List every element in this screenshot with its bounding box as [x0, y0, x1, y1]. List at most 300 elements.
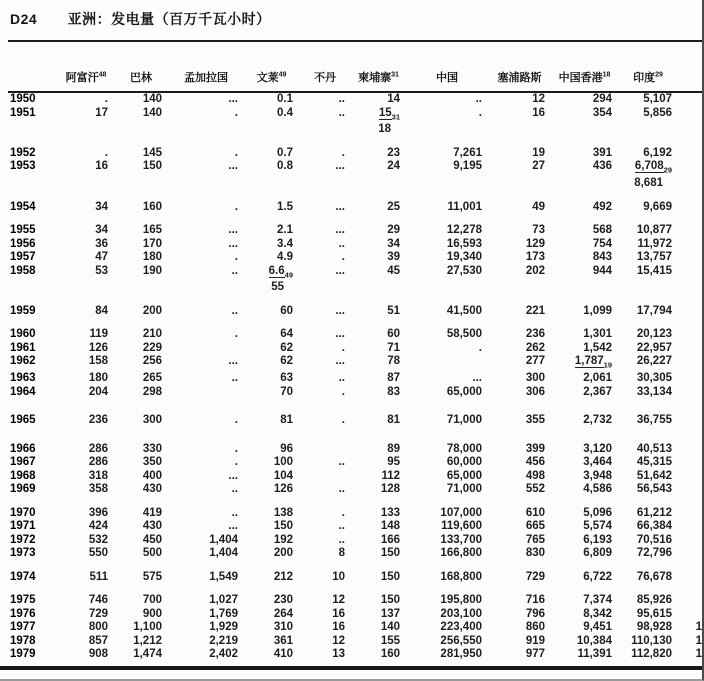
data-cell: ..	[338, 456, 345, 469]
data-cell: 500	[142, 547, 162, 560]
table-row	[8, 428, 704, 457]
data-cell: 150	[380, 547, 400, 560]
data-cell: 6,193	[583, 533, 612, 546]
data-cell	[678, 372, 704, 386]
data-cell: 19	[532, 146, 545, 159]
data-cell: 112	[381, 469, 400, 482]
data-cell: 138	[273, 506, 293, 519]
column-header-9: 中国香港$^{18}$	[551, 42, 618, 92]
data-cell: 200	[142, 304, 162, 317]
year-cell: 1959	[10, 304, 36, 317]
data-cell: 665	[525, 520, 545, 533]
data-cell: .	[104, 146, 108, 159]
data-cell	[406, 355, 488, 372]
data-cell: 51	[387, 304, 400, 317]
data-cell: 104	[273, 469, 293, 482]
data-cell: 400	[142, 469, 162, 482]
data-cell: 128	[380, 483, 400, 496]
cell-alternate-value: 8,681	[634, 177, 663, 190]
data-cell	[678, 238, 704, 252]
data-cell	[678, 608, 704, 622]
data-cell: 60	[280, 304, 293, 317]
table-row	[8, 399, 704, 428]
data-cell	[678, 456, 704, 470]
footnote-subscript: 31	[391, 111, 400, 121]
data-cell: 78	[387, 355, 400, 368]
data-cell: 140	[142, 106, 162, 119]
data-cell: 63	[280, 372, 293, 385]
year-cell: 1973	[10, 547, 36, 560]
data-cell: 16	[532, 106, 545, 119]
data-cell: 286	[88, 456, 108, 469]
data-cell: 843	[592, 251, 612, 264]
data-cell: 95	[387, 456, 400, 469]
data-cell: 212	[273, 570, 293, 583]
data-cell: 860	[525, 621, 545, 634]
footnote-superscript: 18	[602, 71, 611, 79]
data-cell: 12,278	[446, 224, 482, 237]
data-cell: ..	[338, 106, 345, 119]
data-cell	[678, 520, 704, 534]
data-cell: 58,500	[446, 328, 482, 341]
data-cell: 5,856	[643, 106, 672, 119]
data-cell: 16	[332, 607, 345, 620]
year-cell: 1954	[10, 200, 36, 213]
data-cell: 11,391	[577, 648, 612, 661]
data-cell: ..	[231, 264, 238, 277]
data-cell	[678, 342, 704, 356]
data-cell: 9,451	[583, 621, 612, 634]
year-cell: 1961	[10, 341, 36, 354]
data-cell: 4.9	[277, 251, 293, 264]
data-cell: 264	[273, 607, 293, 620]
data-cell: 1.5	[277, 200, 293, 213]
data-cell: ...	[228, 237, 238, 250]
year-cell: 1969	[10, 483, 36, 496]
data-cell: 2,402	[209, 648, 238, 661]
data-cell: .	[341, 341, 345, 354]
table-row	[8, 214, 704, 238]
data-cell: 2,367	[583, 385, 612, 398]
data-cell: 350	[142, 456, 162, 469]
table-header-row	[8, 42, 704, 92]
data-cell: .	[234, 200, 238, 213]
data-cell: ...	[228, 224, 238, 237]
data-cell: .	[234, 146, 238, 159]
table-row	[8, 92, 704, 107]
data-cell	[551, 355, 618, 372]
data-cell: ..	[475, 93, 482, 105]
year-cell: 1955	[10, 224, 36, 237]
data-cell: .	[234, 414, 238, 427]
column-header-7: 中国	[406, 42, 488, 92]
year-cell: 1956	[10, 237, 36, 250]
data-cell: .	[341, 385, 345, 398]
data-cell: 133,700	[440, 533, 482, 546]
data-cell: 0.4	[277, 106, 293, 119]
table-row	[8, 342, 704, 356]
table-row	[8, 608, 704, 622]
data-cell: .	[478, 341, 482, 354]
data-cell: 286	[88, 442, 108, 455]
data-cell: 919	[525, 634, 545, 647]
data-cell: 436	[592, 160, 612, 173]
data-cell: 908	[88, 648, 108, 661]
data-cell: ..	[338, 533, 345, 546]
data-cell: 89	[387, 442, 400, 455]
data-cell: 29	[387, 224, 400, 237]
data-cell: 221	[525, 304, 545, 317]
data-cell: 796	[525, 607, 545, 620]
year-cell: 1976	[10, 607, 36, 620]
cell-main-value: 15	[378, 106, 392, 119]
data-cell: 1,301	[583, 328, 612, 341]
data-cell: 277	[525, 355, 545, 368]
cell-alternate-value: 55	[271, 281, 284, 294]
year-cell: 1965	[10, 414, 36, 427]
data-cell: 498	[525, 469, 545, 482]
data-cell: 98,928	[636, 621, 672, 634]
data-cell	[678, 497, 704, 521]
data-cell: 1	[695, 634, 702, 647]
data-cell: 419	[142, 506, 162, 519]
footnote-superscript: 31	[391, 71, 399, 79]
data-cell: 9,195	[453, 160, 482, 173]
data-cell: 62	[280, 341, 293, 354]
data-cell: 532	[88, 533, 108, 546]
table-row	[8, 386, 704, 400]
data-cell: 7,261	[453, 146, 482, 159]
data-cell: 49	[532, 200, 545, 213]
data-cell: 0.8	[277, 160, 293, 173]
data-cell: 552	[525, 483, 545, 496]
data-cell: 62	[280, 355, 293, 368]
data-cell: 236	[525, 328, 545, 341]
column-header-8: 塞浦路斯	[488, 42, 551, 92]
data-cell: 39	[387, 251, 400, 264]
footnote-subscript: 29	[663, 165, 672, 175]
data-cell: 34	[95, 200, 108, 213]
data-cell: 16	[332, 621, 345, 634]
data-cell: 140	[380, 621, 400, 634]
data-cell: 65,000	[446, 469, 482, 482]
data-cell: 85,926	[636, 594, 672, 607]
data-cell: .	[234, 442, 238, 455]
data-cell: 71,000	[446, 414, 482, 427]
data-cell: 33,134	[636, 385, 672, 398]
data-cell: 229	[142, 341, 162, 354]
data-cell: ..	[231, 506, 238, 519]
data-cell: 36	[95, 237, 108, 250]
data-cell: 746	[88, 594, 108, 607]
data-cell: 195,800	[440, 594, 482, 607]
column-header-6: 柬埔寨$^{31}$	[351, 42, 406, 92]
data-cell: 72,796	[636, 547, 672, 560]
data-cell: 84	[95, 304, 108, 317]
data-cell: 14	[387, 93, 400, 105]
data-cell: 281,950	[440, 648, 482, 661]
data-cell: 17,794	[636, 304, 672, 317]
data-cell: 160	[380, 648, 400, 661]
data-cell	[678, 355, 704, 372]
column-header-2: 巴林	[114, 42, 168, 92]
data-cell: 450	[142, 533, 162, 546]
data-cell: 5,096	[583, 506, 612, 519]
column-header-3: 孟加拉国	[168, 42, 244, 92]
data-cell: 119,600	[441, 520, 482, 533]
data-cell: 27	[532, 160, 545, 173]
data-cell: 150	[142, 160, 162, 173]
year-cell: 1950	[10, 93, 36, 105]
footnote-superscript: 29	[655, 71, 663, 79]
data-cell: 0.1	[277, 93, 293, 105]
footnote-superscript: 48	[98, 71, 107, 79]
data-cell: 137	[380, 607, 400, 620]
data-cell: 265	[142, 372, 162, 385]
data-cell: 1,404	[209, 547, 238, 560]
data-cell: 1,212	[133, 634, 162, 647]
data-cell: ...	[335, 200, 345, 213]
data-cell: 53	[95, 264, 108, 277]
data-cell: 100	[273, 456, 293, 469]
data-cell: 358	[88, 483, 108, 496]
table-row	[8, 584, 704, 608]
table-row	[8, 456, 704, 470]
page-title	[0, 0, 702, 29]
data-cell: 4,586	[583, 483, 612, 496]
table-row	[8, 635, 704, 649]
data-cell: ...	[228, 520, 238, 533]
data-cell	[168, 386, 244, 400]
data-cell	[299, 428, 351, 457]
data-cell: 9,669	[643, 200, 672, 213]
data-cell: 977	[525, 648, 545, 661]
data-cell: ..	[338, 483, 345, 496]
data-cell	[168, 342, 244, 356]
data-table	[8, 42, 704, 662]
data-cell: 550	[88, 547, 108, 560]
data-cell: 511	[89, 570, 108, 583]
data-cell: 112,820	[631, 648, 672, 661]
data-cell: 83	[387, 385, 400, 398]
year-cell: 1957	[10, 251, 36, 264]
data-cell: 3.4	[277, 237, 293, 250]
data-cell: 192	[273, 533, 293, 546]
data-cell: 830	[525, 547, 545, 560]
table-title: 亚洲：发电量（百万千瓦小时）	[67, 11, 271, 27]
data-cell: ..	[338, 93, 345, 105]
data-cell: 410	[273, 648, 293, 661]
year-cell: 1970	[10, 506, 36, 519]
data-cell: 180	[88, 372, 108, 385]
year-cell: 1960	[10, 328, 36, 341]
year-cell: 1979	[10, 648, 36, 661]
cell-alternate-value: 18	[378, 123, 391, 136]
footnote-superscript: 49	[278, 71, 287, 79]
column-header-1: 阿富汗$^{48}$	[58, 42, 114, 92]
data-cell	[678, 92, 704, 107]
data-cell: 81	[280, 414, 293, 427]
data-cell: 81	[387, 414, 400, 427]
table-row	[8, 355, 704, 372]
data-cell: 25	[387, 200, 400, 213]
year-cell: 1958	[10, 264, 36, 277]
data-cell	[678, 470, 704, 484]
cell-main-value: 6.6	[268, 264, 285, 277]
data-cell: 568	[592, 224, 612, 237]
data-cell: 148	[380, 520, 400, 533]
data-cell: 1,929	[209, 621, 238, 634]
data-cell: 354	[592, 106, 612, 119]
data-cell: 61,212	[636, 506, 672, 519]
data-cell: 456	[525, 456, 545, 469]
data-cell: 5,574	[583, 520, 612, 533]
data-cell: 800	[88, 621, 108, 634]
data-cell: 396	[88, 506, 108, 519]
data-cell: 168,800	[440, 570, 482, 583]
data-cell: 202	[525, 264, 545, 277]
data-cell: 391	[592, 146, 612, 159]
year-cell: 1964	[10, 385, 36, 398]
data-cell: 2,061	[583, 372, 612, 385]
year-cell: 1977	[10, 621, 36, 634]
data-cell: 23	[387, 146, 400, 159]
data-cell: 150	[380, 594, 400, 607]
data-cell: 11,001	[447, 200, 482, 213]
data-cell: 56,543	[636, 483, 672, 496]
data-cell: 857	[88, 634, 108, 647]
data-cell: 430	[142, 520, 162, 533]
data-cell: .	[341, 146, 345, 159]
data-cell: ..	[338, 520, 345, 533]
data-cell: ...	[335, 160, 345, 173]
data-cell: 133	[380, 506, 400, 519]
data-cell: 15,415	[636, 264, 672, 277]
data-cell: 180	[142, 251, 162, 264]
year-cell: 1962	[10, 355, 36, 368]
data-cell: 166,800	[440, 547, 482, 560]
data-cell: 300	[525, 372, 545, 385]
data-cell: 944	[592, 264, 612, 277]
data-cell: 1,100	[133, 621, 162, 634]
year-cell: 1951	[10, 106, 36, 119]
data-cell: 1	[695, 648, 702, 661]
data-cell: 41,500	[446, 304, 482, 317]
table-row	[8, 470, 704, 484]
data-cell: 6,722	[583, 570, 612, 583]
data-cell: 1,769	[209, 607, 238, 620]
data-cell: 30,305	[636, 372, 672, 385]
data-cell: 256	[142, 355, 162, 368]
data-cell: 71	[387, 341, 400, 354]
data-cell: 6,192	[643, 146, 672, 159]
data-cell: .	[234, 251, 238, 264]
data-cell	[678, 547, 704, 561]
data-cell: 2,732	[583, 414, 612, 427]
year-cell: 1963	[10, 372, 36, 385]
data-cell: 1	[695, 621, 702, 634]
table-row	[8, 648, 704, 662]
footnote-subscript: 19	[603, 360, 612, 370]
data-cell: 10,384	[576, 634, 612, 647]
data-cell: 166	[380, 533, 400, 546]
data-cell: .	[478, 106, 482, 119]
data-cell: 430	[142, 483, 162, 496]
data-cell: 110,130	[631, 634, 672, 647]
data-cell	[678, 584, 704, 608]
data-cell: ..	[338, 372, 345, 385]
data-cell: 230	[273, 594, 293, 607]
data-cell: 2.1	[277, 224, 293, 237]
data-cell	[678, 214, 704, 238]
data-cell: .	[341, 506, 345, 519]
data-cell	[678, 561, 704, 585]
data-cell: 12	[532, 93, 545, 105]
data-cell: ...	[335, 224, 345, 237]
data-cell: 13,757	[636, 251, 672, 264]
data-cell: ...	[335, 355, 345, 368]
data-cell: 16,593	[446, 237, 482, 250]
data-cell: 16	[95, 160, 108, 173]
table-row	[8, 191, 704, 215]
data-cell: .	[234, 106, 238, 119]
data-cell: 60,000	[446, 456, 482, 469]
data-cell	[299, 470, 351, 484]
data-cell: 173	[525, 251, 545, 264]
data-cell: 3,948	[583, 469, 612, 482]
data-cell: 754	[592, 237, 612, 250]
data-cell: 60	[387, 328, 400, 341]
data-cell: 399	[525, 442, 545, 455]
data-cell: 119	[89, 328, 108, 341]
column-header-11	[678, 42, 704, 92]
table-row	[8, 534, 704, 548]
data-cell: 204	[88, 385, 108, 398]
data-cell: 8	[338, 547, 345, 560]
data-cell: 27,530	[446, 264, 482, 277]
data-cell	[678, 265, 704, 295]
table-row	[8, 318, 704, 342]
data-cell	[244, 265, 299, 295]
data-cell: 298	[142, 385, 162, 398]
data-cell: 1,542	[583, 341, 612, 354]
data-cell: 26,227	[636, 355, 672, 368]
data-cell: 47	[95, 251, 108, 264]
data-cell: ..	[231, 372, 238, 385]
data-cell: 51,642	[636, 469, 672, 482]
table-bottom-rule	[0, 666, 704, 670]
data-cell: 70	[280, 385, 293, 398]
data-cell: 78,000	[446, 442, 482, 455]
data-cell: 0.7	[277, 146, 293, 159]
data-cell: ...	[228, 160, 238, 173]
year-cell: 1972	[10, 533, 36, 546]
data-cell: 17	[95, 106, 108, 119]
data-cell: .	[234, 456, 238, 469]
data-cell: 300	[142, 414, 162, 427]
data-cell: 765	[525, 533, 545, 546]
data-cell: 7,374	[583, 594, 612, 607]
data-cell: 2,219	[209, 634, 238, 647]
data-cell: ...	[335, 304, 345, 317]
data-cell: 1,404	[209, 533, 238, 546]
table-row	[8, 497, 704, 521]
data-cell: .	[104, 93, 108, 105]
data-cell: 107,000	[440, 506, 482, 519]
data-cell: 70,516	[636, 533, 672, 546]
data-cell: ..	[231, 304, 238, 317]
table-row	[8, 561, 704, 585]
